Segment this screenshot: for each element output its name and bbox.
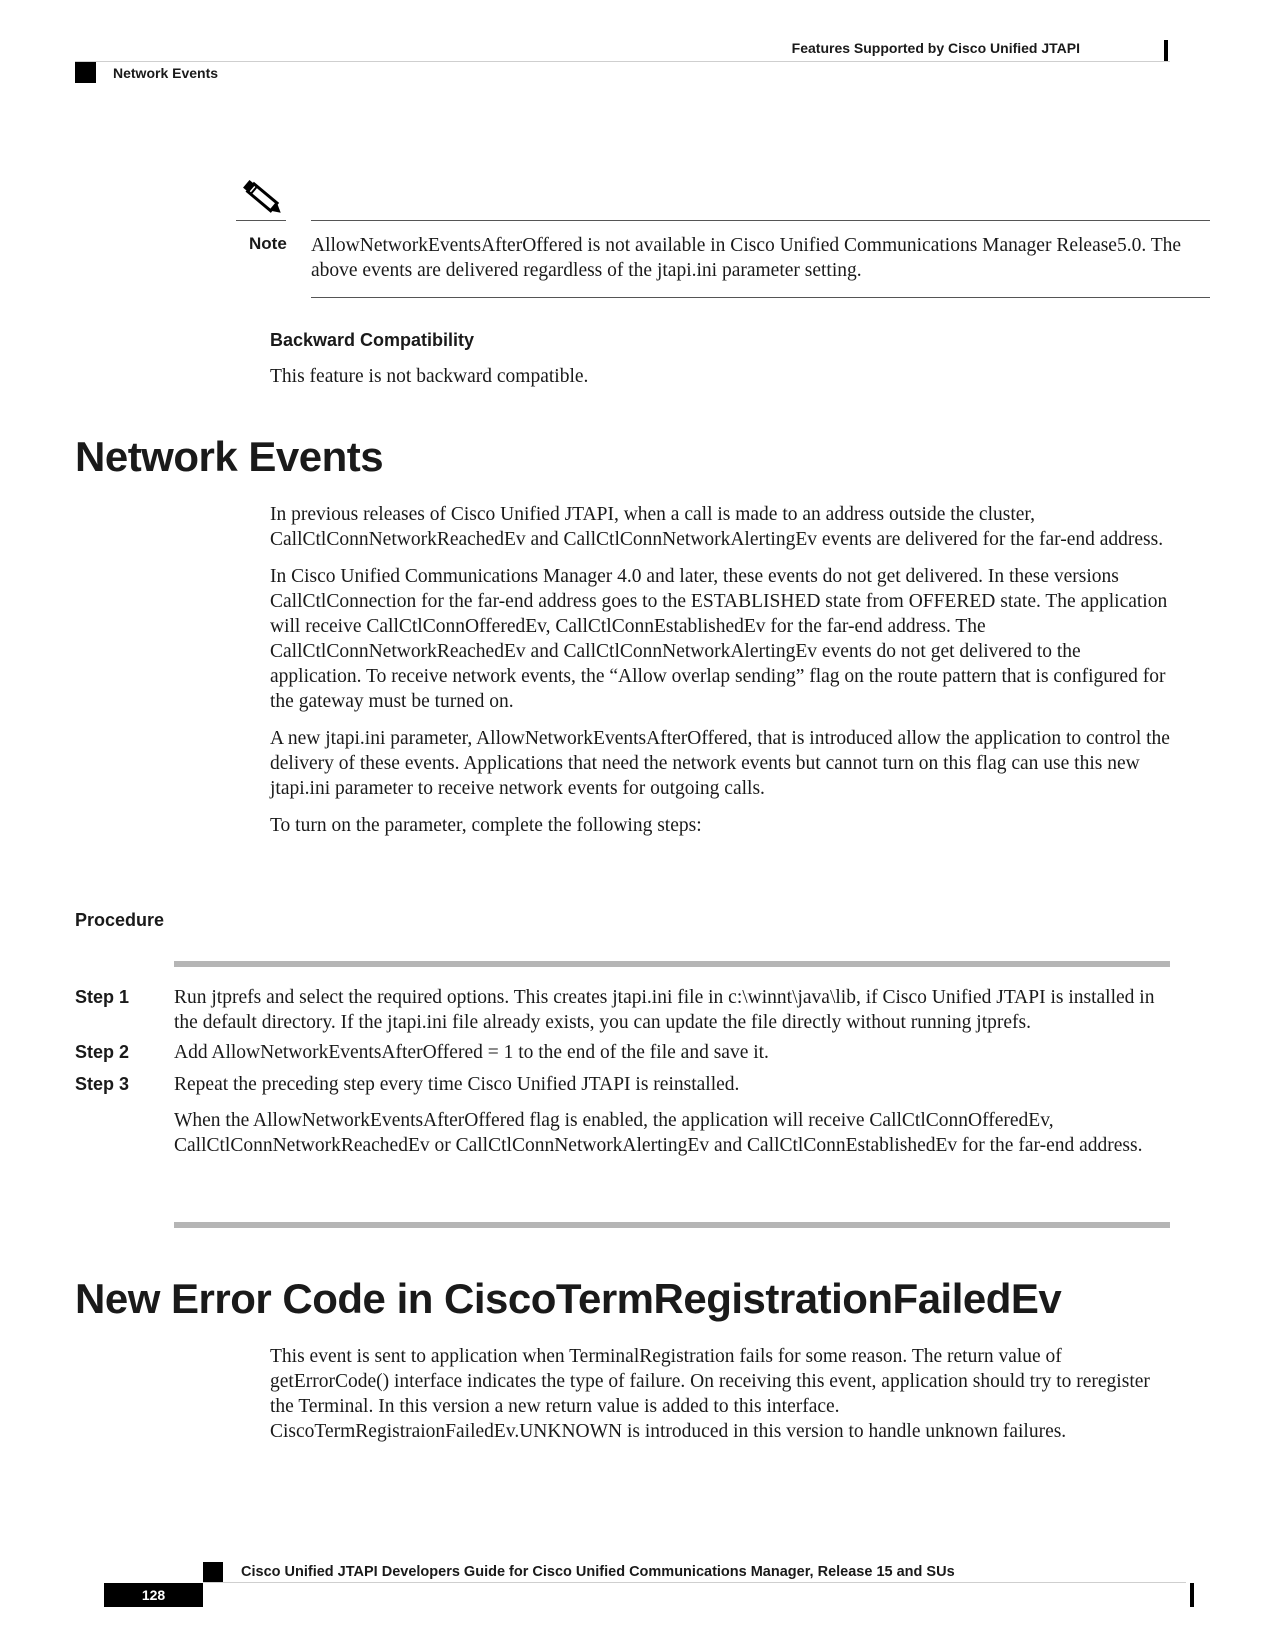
step-3-label: Step 3 [75,1074,130,1094]
step-2-label: Step 2 [75,1042,130,1062]
running-header-section: Network Events [113,65,219,81]
page-number: 128 [104,1583,203,1607]
network-events-paragraph: In Cisco Unified Communications Manager 4.0 and later, these events do not get delivered. In these versions CallCtlConnection for the far-end address goes to the ESTABLISHED state from OFFERED state. The application will receive CallCtlConnOfferedEv, CallCtlConnEstablishedEv for the far-end address. The CallCtlConnNetworkReachedEv and CallCtlConnNetworkAlertingEv events do not get delivered to the application. To receive network events, the “Allow overlap sending” flag on the route pattern that is configured for the gateway must be turned on. [270,566,1168,712]
footer-marker-bar [1190,1583,1194,1607]
note-icon-rule [236,220,286,221]
running-header-chapter: Features Supported by Cisco Unified JTAPI [791,40,1080,56]
network-events-paragraph: In previous releases of Cisco Unified JTAPI, when a call is made to an address outside the cluster, CallCtlConnNetworkReachedEv and CallCtlConnNetworkAlertingEv events are delivered for the far-end address. [270,504,1164,550]
backward-compatibility-heading: Backward Compatibility [270,330,475,350]
note-text: AllowNetworkEventsAfterOffered is not available in Cisco Unified Communications Manager Release5.0. The above events are delivered regardless of the jtapi.ini parameter setting. [311,235,1182,281]
note-top-rule [311,220,1210,221]
step-2-text: Add AllowNetworkEventsAfterOffered = 1 to the end of the file and save it. [174,1042,769,1063]
network-events-paragraph: To turn on the parameter, complete the following steps: [270,815,702,836]
step-3-followup-text: When the AllowNetworkEventsAfterOffered flag is enabled, the application will receive CallCtlConnOfferedEv, CallCtlConnNetworkReachedEv or CallCtlConnNetworkAlertingEv and CallCtlConnEstablishedEv for the far-end address. [174,1110,1143,1156]
backward-compatibility-text: This feature is not backward compatible. [270,366,589,387]
header-section-marker [75,62,96,83]
note-label: Note [249,234,287,253]
step-3-text: Repeat the preceding step every time Cisco Unified JTAPI is reinstalled. [174,1074,740,1095]
header-marker-bar [1164,40,1168,61]
pencil-note-icon [236,178,292,224]
step-1-text: Run jtprefs and select the required options. This creates jtapi.ini file in c:\winnt\java\lib, if Cisco Unified JTAPI is installed in the default directory. If the jtapi.ini file already exists, you can update the file directly without running jtprefs. [174,987,1155,1033]
network-events-paragraph: A new jtapi.ini parameter, AllowNetworkEventsAfterOffered, that is introduced allow the application to control the delivery of these events. Applications that need the network events but cannot turn on this flag can use this new jtapi.ini parameter to receive network events for outgoing calls. [270,728,1170,799]
procedure-bottom-rule [174,1222,1170,1228]
step-1-label: Step 1 [75,987,130,1007]
network-events-heading: Network Events [75,433,384,480]
network-events-body [270,502,1175,850]
footer-guide-title: Cisco Unified JTAPI Developers Guide for Cisco Unified Communications Manager, Release 15 and SUs [241,1564,955,1580]
error-code-text: This event is sent to application when TerminalRegistration fails for some reason. The return value of getErrorCode() interface indicates the type of failure. On receiving this event, application should try to reregister the Terminal. In this version a new return value is added to this interface. CiscoTermRegistraionFailedEv.UNKNOWN is introduced in this version to handle unknown failures. [270,1346,1150,1442]
note-bottom-rule [311,297,1210,298]
header-rule [75,61,1170,62]
procedure-top-rule [174,961,1170,967]
error-code-heading: New Error Code in CiscoTermRegistrationFailedEv [75,1275,1062,1322]
footer-marker [203,1562,223,1582]
footer-rule [203,1582,1186,1583]
procedure-heading: Procedure [75,910,165,930]
